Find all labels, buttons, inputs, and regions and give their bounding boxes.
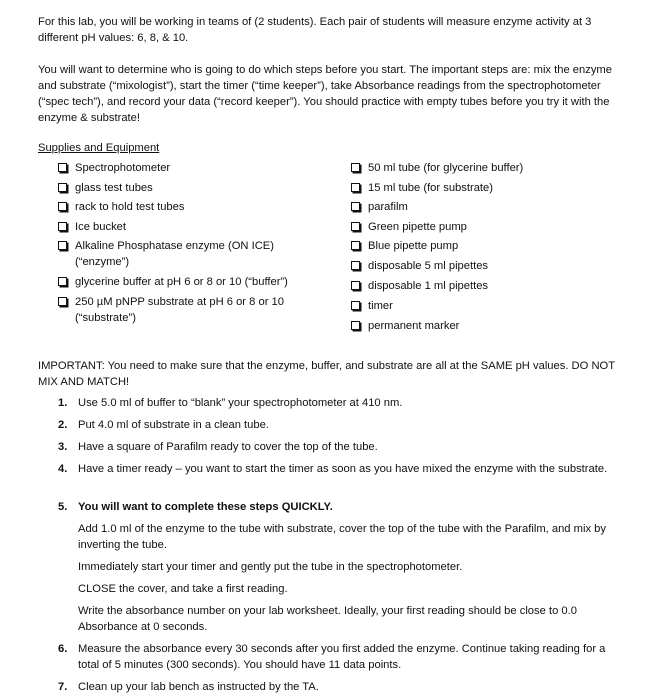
step-number: 2. [58, 419, 68, 431]
step-text: Put 4.0 ml of substrate in a clean tube. [78, 419, 269, 431]
supply-item-label: Alkaline Phosphatase enzyme (ON ICE) (“enzyme”) [75, 240, 274, 268]
supply-item [351, 258, 488, 274]
checkbox-icon [351, 321, 360, 330]
supply-item-label: disposable 5 ml pipettes [368, 260, 489, 272]
checkbox-icon [351, 301, 360, 310]
supply-item [58, 274, 288, 290]
supplies-heading: Supplies and Equipment [38, 142, 160, 154]
checkbox-icon [351, 261, 360, 270]
step-5-substep: Add 1.0 ml of the enzyme to the tube with substrate, cover the top of the tube with the Parafilm, and mix by inverting the tube. [78, 523, 606, 551]
checkbox-icon [58, 202, 67, 211]
checkbox-icon [351, 202, 360, 211]
step-number: 4. [58, 463, 68, 475]
supply-item-label: permanent marker [368, 320, 460, 332]
supply-item-label: glass test tubes [75, 182, 153, 194]
checkbox-icon [351, 241, 360, 250]
step-item [58, 499, 618, 515]
supply-item-label: 15 ml tube (for substrate) [368, 182, 493, 194]
supply-item-label: 50 ml tube (for glycerine buffer) [368, 162, 524, 174]
step-number: 6. [58, 643, 68, 655]
checkbox-icon [351, 163, 360, 172]
supply-item [351, 278, 488, 294]
step-item [58, 679, 618, 695]
supply-item [351, 199, 408, 215]
step-text: Use 5.0 ml of buffer to “blank” your spectrophotometer at 410 nm. [78, 397, 403, 409]
supply-item [58, 219, 126, 235]
supply-item [58, 160, 170, 176]
checkbox-icon [351, 183, 360, 192]
checkbox-icon [58, 163, 67, 172]
supply-item [58, 199, 184, 215]
supply-item-label: Ice bucket [75, 221, 126, 233]
supply-item [58, 180, 153, 196]
supply-item-label: timer [368, 300, 393, 312]
supply-item [351, 219, 467, 235]
supply-item [351, 180, 493, 196]
supply-item [351, 160, 523, 176]
supply-item-label: Blue pipette pump [368, 240, 459, 252]
step-item [58, 417, 618, 433]
step-number: 7. [58, 681, 68, 693]
step-5-substep: Immediately start your timer and gently put the tube in the spectrophotometer. [78, 561, 463, 573]
step-item [58, 641, 618, 673]
checkbox-icon [351, 281, 360, 290]
supply-item [351, 318, 459, 334]
supply-item [351, 298, 393, 314]
step-text: You will want to complete these steps QUICKLY. [78, 501, 333, 513]
supply-item-label: Spectrophotometer [75, 162, 171, 174]
checkbox-icon [58, 183, 67, 192]
supply-item-label: glycerine buffer at pH 6 or 8 or 10 (“buffer”) [75, 276, 288, 288]
supply-item-label: parafilm [368, 201, 408, 213]
checkbox-icon [58, 241, 67, 250]
checkbox-icon [58, 222, 67, 231]
step-5-substep: Write the absorbance number on your lab worksheet. Ideally, your first reading should be close to 0.0 Absorbance at 0 seconds. [78, 605, 577, 633]
supply-item [351, 238, 458, 254]
step-text: Have a square of Parafilm ready to cover the top of the tube. [78, 441, 378, 453]
intro-paragraph-2: You will want to determine who is going to do which steps before you start. The important steps are: mix the enzyme and substrate (“mixologist”), start the timer (“time keeper”), take Absorbance readings from the spectrophotometer (“spec tech”), and record your data (“record keeper”). You should practice with empty tubes before you try it with the enzyme & substrate! [38, 64, 612, 124]
step-text: Clean up your lab bench as instructed by the TA. [78, 681, 319, 693]
checkbox-icon [58, 297, 67, 306]
important-note: IMPORTANT: You need to make sure that the enzyme, buffer, and substrate are all at the SAME pH values. DO NOT MIX AND MATCH! [38, 360, 615, 388]
checkbox-icon [58, 277, 67, 286]
supply-item-label: disposable 1 ml pipettes [368, 280, 489, 292]
intro-paragraph-1: For this lab, you will be working in teams of (2 students). Each pair of students will measure enzyme activity at 3 different pH values: 6, 8, & 10. [38, 16, 592, 44]
step-5-substep: CLOSE the cover, and take a first reading. [78, 583, 288, 595]
step-text: Measure the absorbance every 30 seconds after you first added the enzyme. Continue taking reading for a total of 5 minutes (300 seconds). You should have 11 data points. [78, 643, 606, 671]
step-number: 5. [58, 501, 68, 513]
step-number: 3. [58, 441, 68, 453]
step-text: Have a timer ready – you want to start the timer as soon as you have mixed the enzyme with the substrate. [78, 463, 608, 475]
checkbox-icon [351, 222, 360, 231]
supply-item-label: Green pipette pump [368, 221, 467, 233]
supply-item [58, 238, 274, 270]
supply-item-label: rack to hold test tubes [75, 201, 185, 213]
step-item [58, 461, 618, 477]
step-item [58, 395, 618, 411]
supply-item [58, 294, 284, 326]
step-number: 1. [58, 397, 68, 409]
supply-item-label: 250 µM pNPP substrate at pH 6 or 8 or 10 (“substrate”) [75, 296, 284, 324]
step-item [58, 439, 618, 455]
